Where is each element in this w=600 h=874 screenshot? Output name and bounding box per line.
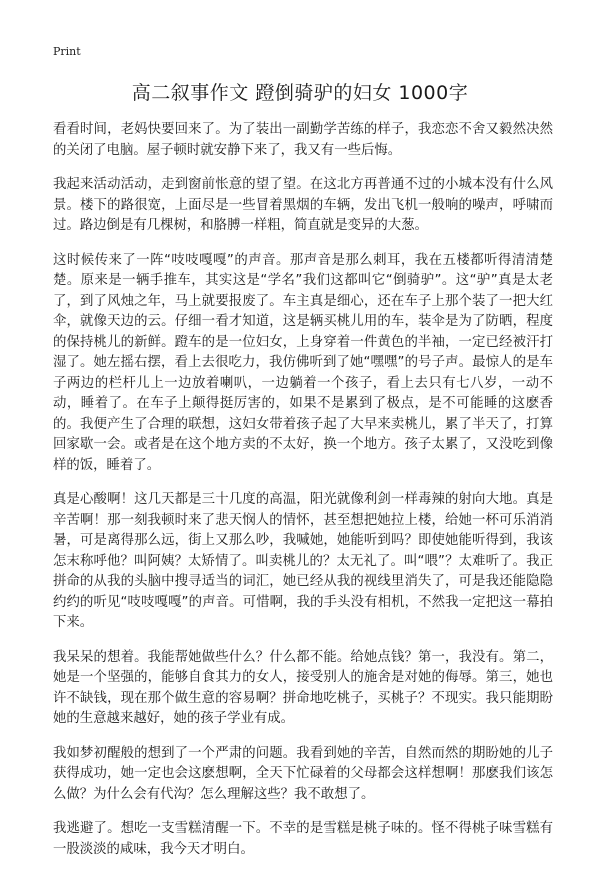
paragraph-3: 这时候传来了一阵“吱吱嘎嘎”的声音。那声音是那么刺耳，我在五楼都听得清清楚楚。原来是一辆手推车，其实这是“学名”我们这都叫它“倒骑驴”。这“驴”真是太老了，到了风烛之年，马上就要报废了。车主真是细心，还在车子上那个装了一把大红伞，就像天边的云。仔细一看才知道，这是辆买桃儿用的车，装伞是为了防晒，程度的保持桃儿的新鲜。蹬车的是一位妇女，上身穿着一件黄色的半袖，一定已经被汗打湿了。她左摇右摆，看上去很吃力，我仿佛听到了她“嘿嘿”的号子声。最惊人的是车子两边的栏杆儿上一边放着喇叭，一边躺着一个孩子，看上去只有七八岁，一动不动，睡着了。在车子上颠得挺厉害的，如果不是累到了极点，是不可能睡的这麽香的。我便产生了合理的联想，这妇女带着孩子起了大早来卖桃儿，累了半天了，打算回家歇一会。或者是在这个地方卖的不太好，换一个地方。孩子太累了，又没吃到像样的饭，睡着了。 [53, 252, 553, 473]
paragraph-7: 我逃避了。想吃一支雪糕清醒一下。不幸的是雪糕是桃子味的。怪不得桃子味雪糕有一股淡淡的咸味，我今天才明白。 [53, 821, 553, 857]
paragraph-1: 看看时间，老妈快要回来了。为了装出一副勤学苦练的样子，我恋恋不舍又毅然决然的关闭了电脑。屋子顿时就安静下来了，我又有一些后悔。 [53, 122, 553, 158]
print-link[interactable]: Print [53, 45, 81, 58]
article-title: 高二叙事作文 蹬倒骑驴的妇女 1000字 [131, 82, 469, 104]
paragraph-5: 我呆呆的想着。我能帮她做些什么？什么都不能。给她点钱？第一，我没有。第二，她是一个坚强的，能够自食其力的女人，接受别人的施舍是对她的侮辱。第三，她也许不缺钱，现在那个做生意的容易啊？拼命地吃桃子，买桃子？不现实。我只能期盼她的生意越来越好，她的孩子学业有成。 [53, 649, 553, 726]
article-body [53, 120, 553, 874]
paragraph-4: 真是心酸啊！这几天都是三十几度的高温，阳光就像利剑一样毒辣的射向大地。真是辛苦啊！那一刻我顿时来了悲天悯人的情怀，甚至想把她拉上楼，给她一杯可乐消消暑，可是离得那么远，街上又那么吵，我喊她，她能听到吗？即使她能听得到，我该怎末称呼他？叫阿姨？太矫情了。叫卖桃儿的？太无礼了。叫“喂”？太难听了。我正拼命的从我的头脑中搜寻适当的词汇，她已经从我的视线里消失了，可是我还能隐隐约约的听见“吱吱嘎嘎”的声音。可惜啊，我的手头没有相机，不然我一定把这一幕拍下来。 [53, 492, 553, 630]
paragraph-6: 我如梦初醒般的想到了一个严肃的问题。我看到她的辛苦，自然而然的期盼她的儿子获得成功，她一定也会这麽想啊，全天下忙碌着的父母都会这样想啊！那麽我们该怎么做？为什么会有代沟？怎么理解这些？我不敢想了。 [53, 745, 553, 802]
paragraph-2: 我起来活动活动，走到窗前怅意的望了望。在这北方再普通不过的小城本没有什么风景。楼下的路很宽，上面尽是一些冒着黑烟的车辆，发出飞机一般响的噪声，呼啸而过。路边倒是有几棵树，和胳膊一样粗，简直就是变异的大葱。 [53, 177, 553, 233]
